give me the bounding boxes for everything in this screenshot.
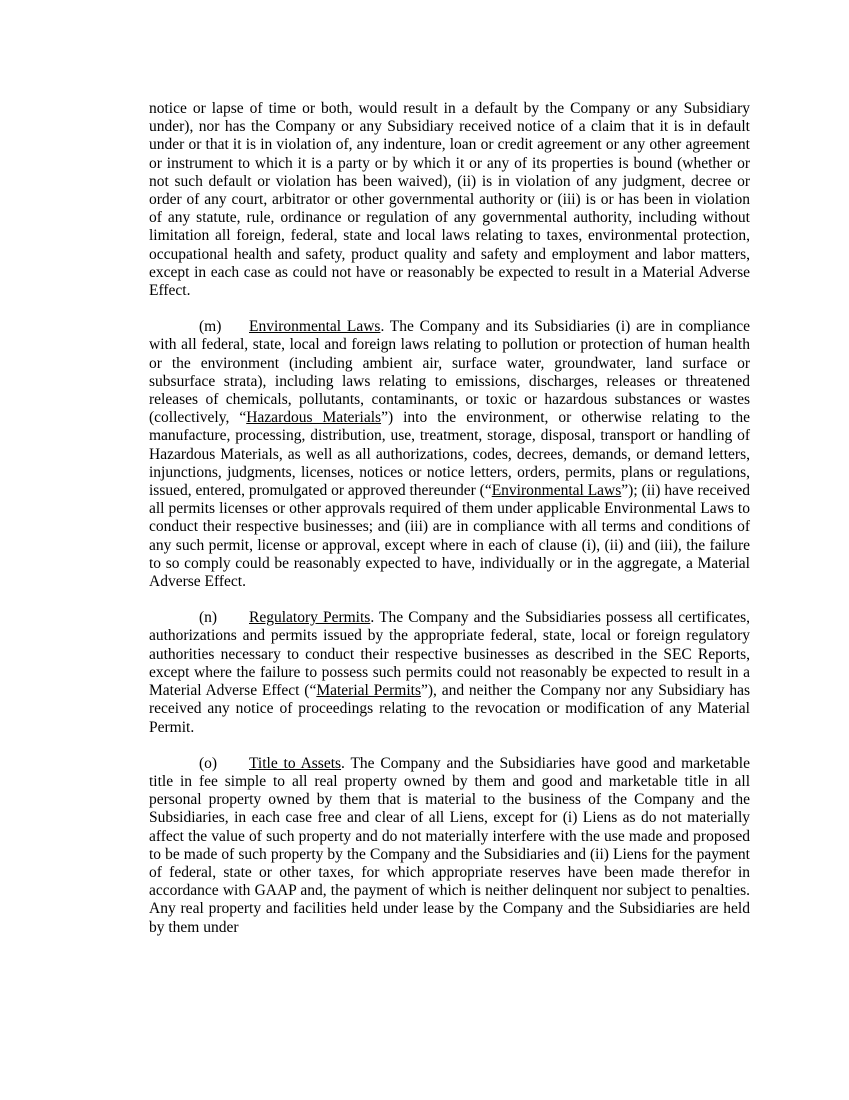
section-label-n: (n) [199, 609, 218, 627]
paragraph-m-text-2: ”) into the environment, or otherwise relating to the manufacture, processing, distribution, use, treatment, storage, disposal, transport or handling of Hazardous Materials, as well as all authorizations, codes, decrees, demands, or demand letters, injunctions, judgments, licenses, notices or notice letters, orders, permits, plans or regulations, issued, entered, promulgated or approved thereunder (“ [149, 409, 750, 500]
paragraph-m [149, 318, 750, 591]
paragraph-o-text-1: . The Company and the Subsidiaries have good and marketable title in fee simple to all real property owned by them and good and marketable title in all personal property owned by them that is material to the business of the Company and the Subsidiaries, in each case free and clear of all Liens, except for (i) Liens as do not materially affect the value of such property and do not materially interfere with the use made and proposed to be made of such property by the Company and the Subsidiaries and (ii) Liens for the payment of federal, state or other taxes, for which appropriate reserves have been made therefor in accordance with GAAP and, the payment of which is neither delinquent nor subject to penalties. Any real property and facilities held under lease by the Company and the Subsidiaries are held by them under [149, 754, 750, 936]
paragraph-m-text-3: ”); (ii) have received all permits licenses or other approvals required of them under applicable Environmental Laws to conduct their respective businesses; and (iii) are in compliance with all terms and conditions of any such permit, license or approval, except where in each of clause (i), (ii) and (iii), the failure to so comply could be reasonably expected to have, individually or in the aggregate, a Material Adverse Effect. [149, 482, 751, 591]
paragraph-m-text-1: . The Company and its Subsidiaries (i) are in compliance with all federal, state, local and foreign laws relating to pollution or protection of human health or the environment (including ambient air, surface water, groundwater, land surface or subsurface strata), including laws relating to emissions, discharges, releases or threatened releases of chemicals, pollutants, contaminants, or toxic or hazardous substances or wastes (collectively, “ [149, 318, 750, 427]
document-page [149, 100, 750, 955]
section-label-m: (m) [199, 318, 222, 336]
paragraph-n-text-1: . The Company and the Subsidiaries possess all certificates, authorizations and permits issued by the appropriate federal, state, local or foreign regulatory authorities necessary to conduct their respective businesses as described in the SEC Reports, except where the failure to possess such permits could not reasonably be expected to result in a Material Adverse Effect (“ [149, 609, 750, 700]
paragraph-o [149, 755, 750, 937]
paragraph-l [149, 100, 750, 300]
section-heading-title-to-assets: Title to Assets [249, 754, 342, 772]
paragraph-l-text: notice or lapse of time or both, would result in a default by the Company or any Subsidiary under), nor has the Company or any Subsidiary received notice of a claim that it is in default under or that it is in violation of, any indenture, loan or credit agreement or any other agreement or instrument to which it is a party or by which it or any of its properties is bound (whether or not such default or violation has been waived), (ii) is in violation of any judgment, decree or order of any court, arbitrator or other governmental authority or (iii) is or has been in violation of any statute, rule, ordinance or regulation of any governmental authority, including without limitation all foreign, federal, state and local laws relating to taxes, environmental protection, occupational health and safety, product quality and safety and employment and labor matters, except in each case as could not have or reasonably be expected to result in a Material Adverse Effect. [149, 100, 750, 300]
defined-term-environmental-laws: Environmental Laws [491, 482, 622, 500]
defined-term-material-permits: Material Permits [316, 682, 421, 700]
defined-term-hazardous-materials: Hazardous Materials [246, 409, 382, 427]
section-label-o: (o) [199, 754, 218, 772]
paragraph-n [149, 609, 750, 736]
section-heading-regulatory-permits: Regulatory Permits [249, 609, 371, 627]
section-heading-environmental-laws: Environmental Laws [249, 318, 381, 336]
paragraph-n-text-2: ”), and neither the Company nor any Subsidiary has received any notice of proceedings relating to the revocation or modification of any Material Permit. [149, 682, 750, 736]
